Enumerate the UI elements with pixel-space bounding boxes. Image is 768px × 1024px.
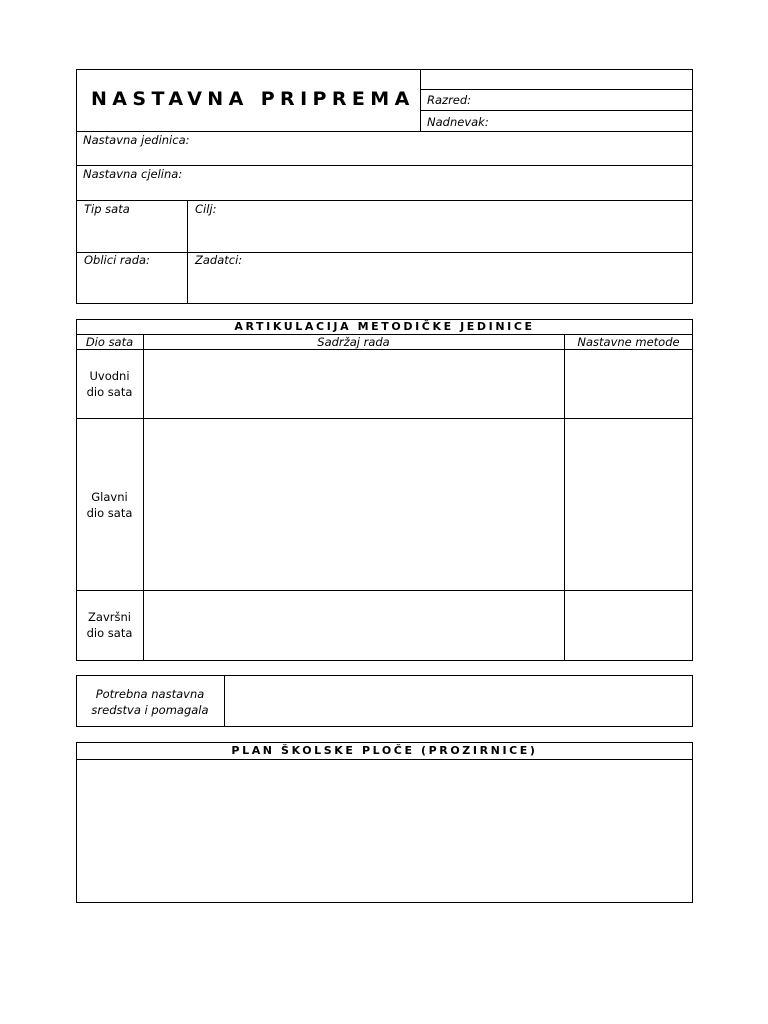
metode-col-line (564, 334, 565, 661)
plan-title-line (76, 759, 693, 760)
nastavna-jedinica-label: Nastavna jedinica: (83, 133, 190, 147)
header-right-line-1 (420, 89, 693, 90)
zadatci-label: Zadatci: (195, 253, 243, 267)
glavni-bottom-line (76, 590, 693, 591)
oblici-rada-label: Oblici rada: (84, 253, 150, 267)
dio-sata-header: Dio sata (85, 335, 134, 349)
artikulacija-table (76, 319, 693, 661)
uvodni-line2: dio sata (86, 385, 133, 399)
header-bottom-line (76, 131, 693, 132)
plan-box (76, 742, 693, 903)
nastavna-cjelina-label: Nastavna cjelina: (83, 167, 183, 181)
uvodni-bottom-line (76, 418, 693, 419)
dio-sata-col-line (143, 334, 144, 661)
page-title: NASTAVNA PRIPREMA (91, 88, 415, 110)
sredstva-divider (224, 675, 225, 727)
razred-label: Razred: (427, 93, 472, 107)
cilj-label: Cilj: (195, 202, 217, 216)
sredstva-label (76, 686, 224, 718)
artikulacija-title: ARTIKULACIJA METODIČKE JEDINICE (234, 320, 535, 333)
sredstva-line2: sredstva i pomagala (91, 703, 209, 717)
zavrsni-dio-sata-label (76, 609, 143, 641)
nastavne-metode-header: Nastavne metode (577, 335, 680, 349)
uvodni-line1: Uvodni (89, 369, 130, 383)
tip-sata-label: Tip sata (84, 202, 130, 216)
zavrsni-line1: Završni (88, 610, 131, 624)
uvodni-dio-sata-label (76, 368, 143, 400)
glavni-line1: Glavni (91, 490, 128, 504)
plan-title: PLAN ŠKOLSKE PLOČE (PROZIRNICE) (231, 744, 538, 757)
cjelina-bottom-line (76, 200, 693, 201)
sredstva-line1: Potrebna nastavna (95, 687, 205, 701)
header-right-line-2 (420, 110, 693, 111)
jedinica-bottom-line (76, 165, 693, 166)
glavni-line2: dio sata (86, 506, 133, 520)
cilj-bottom-line (76, 252, 693, 253)
sadrzaj-rada-header: Sadržaj rada (317, 335, 390, 349)
nadnevak-label: Nadnevak: (427, 115, 489, 129)
artikulacija-header-line (76, 349, 693, 350)
header-divider (420, 69, 421, 131)
glavni-dio-sata-label (76, 489, 143, 521)
zavrsni-line2: dio sata (86, 626, 133, 640)
